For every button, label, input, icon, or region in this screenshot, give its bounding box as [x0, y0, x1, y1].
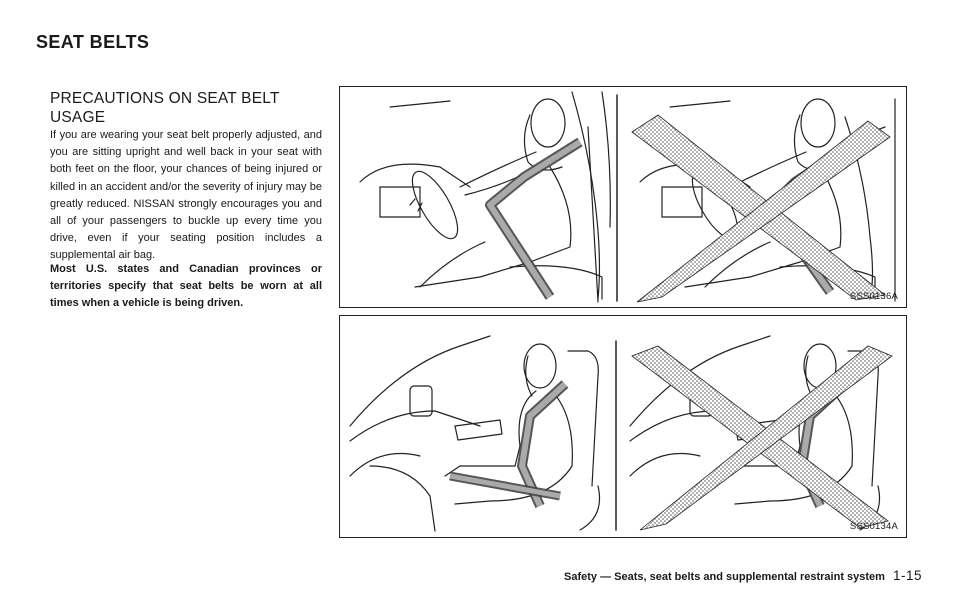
driver-seating-illustration [340, 87, 906, 307]
correct-passenger-illustration [350, 336, 616, 531]
figure-code: SSS0136A [849, 291, 898, 302]
incorrect-cross-mark [632, 346, 892, 530]
correct-driver-illustration [360, 92, 610, 302]
subheading: PRECAUTIONS ON SEAT BELT USAGE [50, 90, 280, 126]
bold-paragraph: Most U.S. states and Canadian provinces or territories specify that seat belts be worn at all times when a vehicle is being driven. [50, 263, 322, 310]
section-title: SEAT BELTS [36, 32, 150, 52]
figure-passenger-seating [339, 315, 907, 538]
figure-code: SSS0134A [849, 521, 898, 532]
footer-section-title: Safety — Seats, seat belts and supplemental restraint system [564, 571, 885, 583]
page-number: 1-15 [892, 568, 922, 583]
passenger-seating-illustration [340, 316, 906, 537]
figure-driver-seating [339, 86, 907, 308]
body-paragraph: If you are wearing your seat belt properly adjusted, and you are sitting upright and well back in your seat with both feet on the floor, your chances of being injured or killed in an accident and/or the severity of injury may be greatly reduced. NISSAN strongly encourages you and all of your passengers to buckle up every time you drive, even if your seating position includes a supplemental air bag. [50, 129, 322, 262]
page-footer [564, 568, 922, 583]
